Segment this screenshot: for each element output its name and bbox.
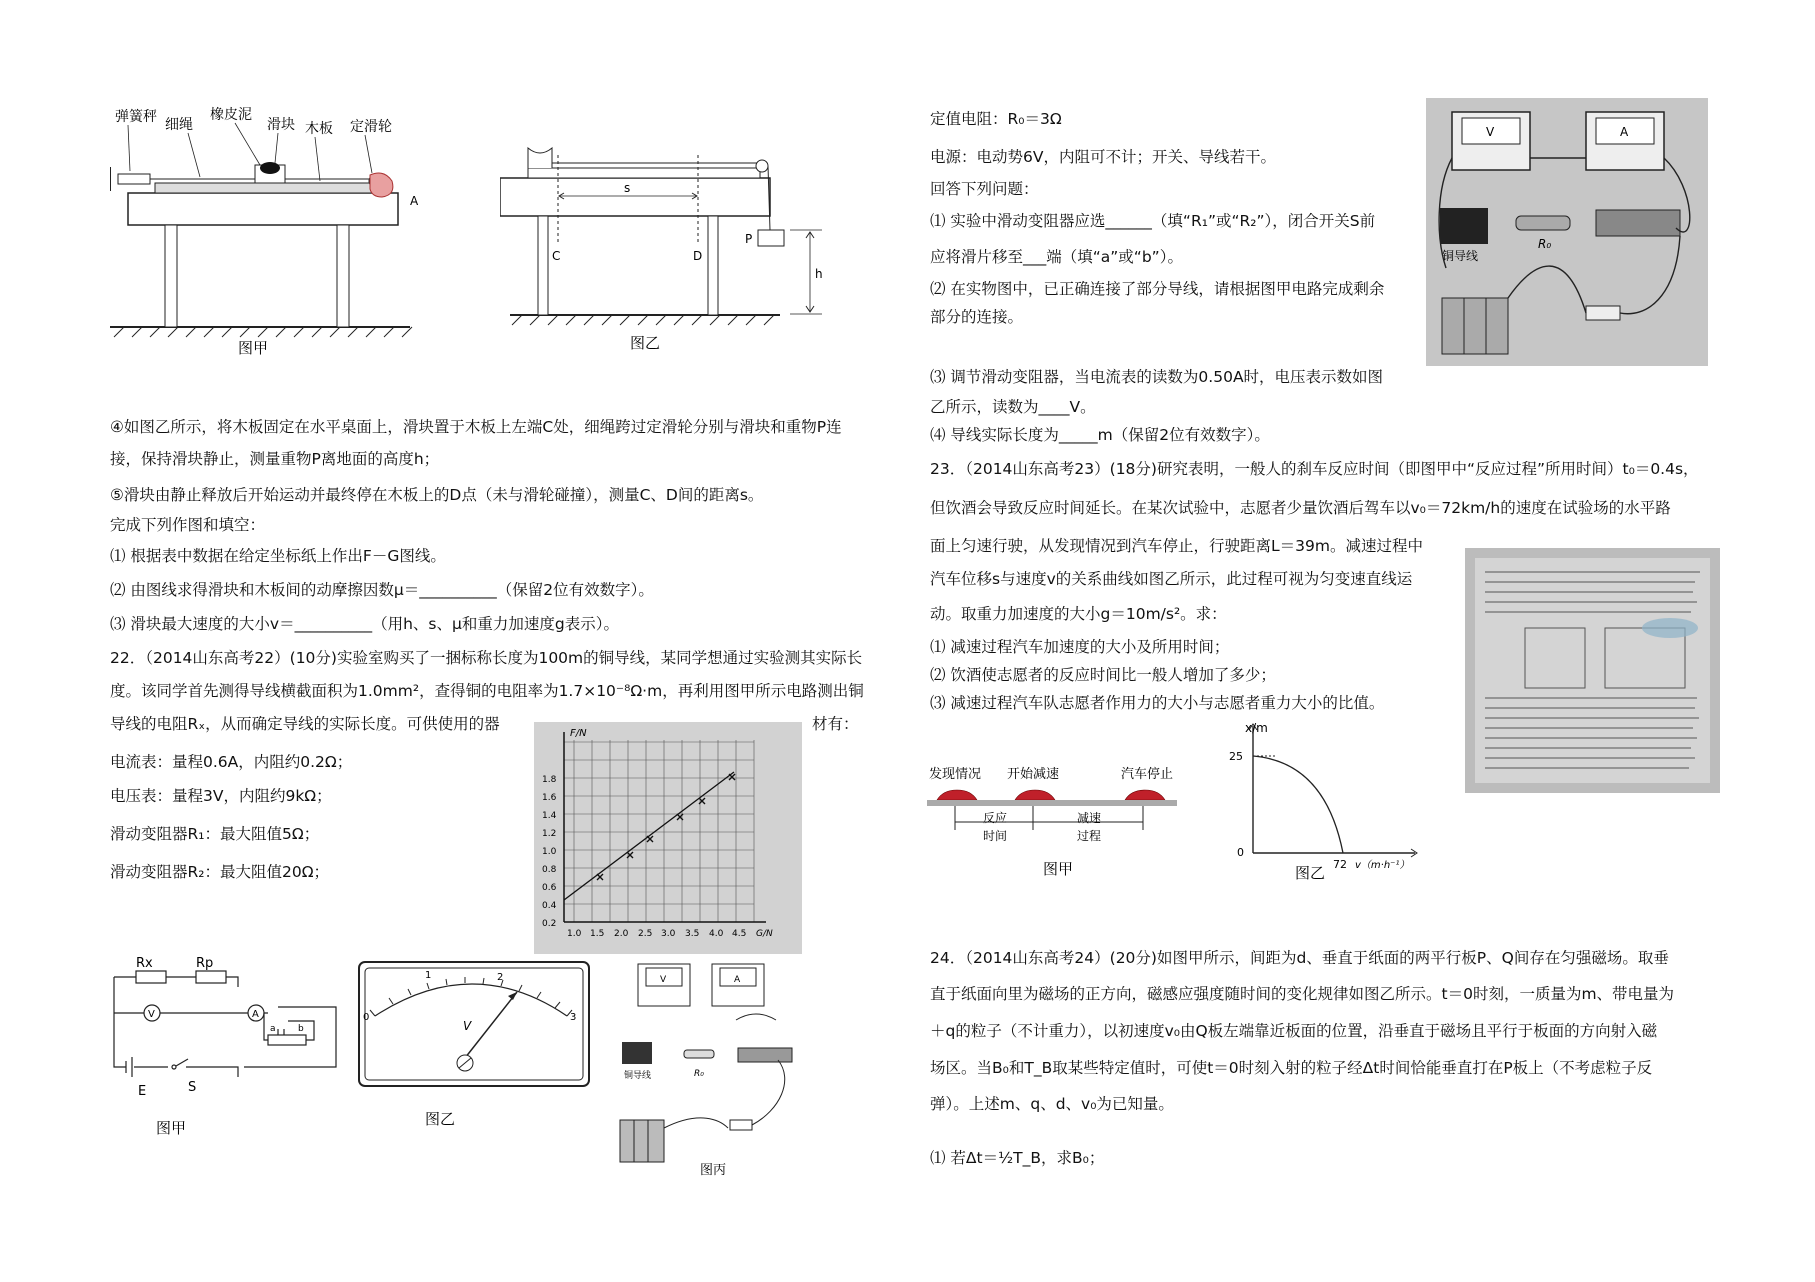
graph-ytick-6: 1.4 bbox=[542, 811, 557, 821]
car-label-time: 时间 bbox=[983, 829, 1008, 843]
answer-intro: 回答下列问题： bbox=[930, 180, 1039, 198]
q22-2-line2: 部分的连接。 bbox=[930, 308, 1024, 326]
meter-tick-1: 1 bbox=[425, 970, 432, 981]
car-label-process: 过程 bbox=[1077, 829, 1102, 843]
sv-origin: 0 bbox=[1237, 846, 1244, 859]
sv-x0: 72 bbox=[1333, 858, 1347, 871]
graph-ytick-3: 0.8 bbox=[542, 865, 557, 875]
graph-ylabel: F/N bbox=[570, 728, 587, 739]
meter-tick-0: 0 bbox=[363, 1012, 370, 1023]
graph-xtick-4: 3.0 bbox=[661, 929, 676, 939]
car-process-figure bbox=[925, 760, 1185, 885]
sv-y0: 25 bbox=[1229, 750, 1243, 763]
circuit-label-a: A bbox=[252, 1009, 259, 1020]
graph-ytick-5: 1.2 bbox=[542, 829, 557, 839]
graph-ytick-8: 1.8 bbox=[542, 775, 557, 785]
graph-ytick-7: 1.6 bbox=[542, 793, 557, 803]
voltmeter-dial bbox=[355, 958, 595, 1138]
graph-xlabel: G/N bbox=[756, 929, 773, 939]
problem-22-line1: 22．（2014山东高考22）(10分)实验室购买了一捆标称长度为100m的铜导线，某同学想通过实验测其实际长 bbox=[110, 649, 863, 667]
graph-xtick-2: 2.0 bbox=[614, 929, 629, 939]
q22-1-line2: 应将滑片移至___端（填“a”或“b”）。 bbox=[930, 248, 1183, 266]
graph-ytick-2: 0.6 bbox=[542, 883, 557, 893]
label-rope: 细绳 bbox=[165, 117, 193, 133]
caption-car: 图甲 bbox=[1043, 860, 1074, 878]
question-2: ⑵ 由图线求得滑块和木板间的动摩擦因数μ＝__________（保留2位有效数字）。 bbox=[110, 581, 654, 599]
q23-sub1: ⑴ 减速过程汽车加速度的大小及所用时间； bbox=[930, 638, 1230, 656]
question-3: ⑶ 滑块最大速度的大小v＝__________（用h、s、μ和重力加速度g表示）。 bbox=[110, 615, 619, 633]
circuit-label-slider-b: b bbox=[298, 1024, 304, 1034]
meter-unit: V bbox=[463, 1019, 472, 1033]
meter-tick-3: 3 bbox=[570, 1012, 577, 1023]
photo-label-v: V bbox=[1486, 125, 1495, 139]
problem-22-line3-tail: 材有： bbox=[812, 715, 859, 733]
circuit-label-s: S bbox=[188, 1080, 197, 1095]
label-pulley: 定滑轮 bbox=[350, 119, 392, 135]
label-s: s bbox=[624, 181, 631, 195]
photo-label-r0: R₀ bbox=[1538, 237, 1552, 251]
circuit-label-rx: Rx bbox=[136, 956, 153, 971]
problem-24-line2: 直于纸面向里为磁场的正方向，磁感应强度随时间的变化规律如图乙所示。t＝0时刻，一质量为m、带电量为 bbox=[930, 985, 1675, 1003]
q22-3-line2: 乙所示，读数为____V。 bbox=[930, 398, 1096, 416]
graph-xtick-3: 2.5 bbox=[638, 929, 653, 939]
q22-2-line1: ⑵ 在实物图中，已正确连接了部分导线，请根据图甲电路完成剩余 bbox=[930, 280, 1385, 298]
problem-22-line2: 度。该同学首先测得导线横截面积为1.0mm²，查得铜的电阻率为1.7×10⁻⁸Ω·m，再利用图甲所示电路测出铜 bbox=[110, 682, 864, 700]
step-4-text-cont: 接，保持滑块静止，测量重物P离地面的高度h； bbox=[110, 450, 440, 468]
problem-23-line4: 汽车位移s与速度v的关系曲线如图乙所示，此过程可视为匀变速直线运 bbox=[930, 570, 1413, 588]
circuit-label-slider-a: a bbox=[270, 1024, 276, 1034]
caption-sv: 图乙 bbox=[1295, 864, 1326, 882]
equipment-ammeter: 电流表：量程0.6A，内阻约0.2Ω； bbox=[110, 753, 353, 771]
instruction-text: 完成下列作图和填空： bbox=[110, 516, 266, 534]
r0-text: 定值电阻：R₀＝3Ω bbox=[930, 110, 1062, 128]
s-v-curve bbox=[1215, 718, 1430, 888]
graph-ytick-0: 0.2 bbox=[542, 919, 557, 929]
step-5-text: ⑤滑块由静止释放后开始运动并最终停在木板上的D点（未与滑轮碰撞），测量C、D间的距离s。 bbox=[110, 486, 764, 504]
label-c: C bbox=[552, 249, 561, 263]
caption-circuit: 图甲 bbox=[156, 1119, 187, 1137]
car-label-decel: 减速 bbox=[1077, 811, 1102, 825]
source-text: 电源：电动势6V，内阻可不计；开关、导线若干。 bbox=[930, 148, 1276, 166]
problem-23-line2: 但饮酒会导致反应时间延长。在某次试验中，志愿者少量饮酒后驾车以v₀＝72km/h的速度在试验场的水平路 bbox=[930, 499, 1671, 517]
graph-ytick-4: 1.0 bbox=[542, 847, 557, 857]
f-g-graph bbox=[534, 722, 802, 954]
car-label-reaction: 反应 bbox=[983, 811, 1008, 825]
label-spring-scale: 弹簧秤 bbox=[115, 109, 157, 125]
physical-wiring-figure bbox=[610, 960, 830, 1180]
circuit-label-v: V bbox=[148, 1009, 155, 1020]
bing-label-v: V bbox=[660, 975, 667, 985]
graph-xtick-7: 4.5 bbox=[732, 929, 747, 939]
car-label-decel-start: 开始减速 bbox=[1007, 767, 1060, 782]
q23-sub2: ⑵ 饮酒使志愿者的反应时间比一般人增加了多少； bbox=[930, 666, 1276, 684]
meter-tick-2: 2 bbox=[497, 972, 504, 983]
wiring-photo bbox=[1426, 98, 1708, 366]
question-1: ⑴ 根据表中数据在给定坐标纸上作出F－G图线。 bbox=[110, 547, 446, 565]
circuit-label-e: E bbox=[138, 1084, 147, 1099]
label-p: P bbox=[745, 232, 753, 246]
equipment-r1: 滑动变阻器R₁：最大阻值5Ω； bbox=[110, 825, 320, 843]
caption-fig-jia: 图甲 bbox=[238, 339, 269, 355]
bing-label-wire: 铜导线 bbox=[624, 1071, 652, 1081]
photo-label-wire: 铜导线 bbox=[1442, 249, 1479, 263]
label-slider: 滑块 bbox=[267, 117, 295, 133]
problem-23-line1: 23．（2014山东高考23）(18分)研究表明，一般人的刹车反应时间（即图甲中“反应过程”所用时间）t₀＝0.4s， bbox=[930, 460, 1699, 478]
graph-xtick-1: 1.5 bbox=[590, 929, 605, 939]
problem-24-line4: 场区。当B₀和T_B取某些特定值时，可使t＝0时刻入射的粒子经Δt时间恰能垂直打在P板上（不考虑粒子反 bbox=[930, 1059, 1653, 1077]
problem-24-line1: 24．（2014山东高考24）(20分)如图甲所示，间距为d、垂直于纸面的两平行板P、Q间存在匀强磁场。取垂 bbox=[930, 949, 1669, 967]
sv-xlabel: v（m·h⁻¹） bbox=[1355, 860, 1410, 871]
graph-ytick-1: 0.4 bbox=[542, 901, 557, 911]
circuit-diagram bbox=[108, 955, 348, 1145]
circuit-label-rp: Rp bbox=[196, 956, 214, 971]
problem-24-q1: ⑴ 若Δt＝½T_B，求B₀； bbox=[930, 1149, 1105, 1167]
label-a: A bbox=[410, 194, 419, 208]
caption-meter: 图乙 bbox=[425, 1110, 456, 1128]
graph-xtick-6: 4.0 bbox=[709, 929, 724, 939]
graph-xtick-0: 1.0 bbox=[567, 929, 582, 939]
sv-ylabel: x/m bbox=[1245, 721, 1268, 735]
car-label-notice: 发现情况 bbox=[929, 767, 982, 782]
q22-3-line1: ⑶ 调节滑动变阻器，当电流表的读数为0.50A时，电压表示数如图 bbox=[930, 368, 1384, 386]
problem-24-line5: 弹）。上述m、q、d、v₀为已知量。 bbox=[930, 1095, 1174, 1113]
q22-1-line1: ⑴ 实验中滑动变阻器应选______（填“R₁”或“R₂”），闭合开关S前 bbox=[930, 212, 1376, 230]
problem-23-line5: 动。取重力加速度的大小g＝10m/s²。求： bbox=[930, 605, 1227, 623]
scanned-page-photo bbox=[1465, 548, 1720, 793]
caption-bing: 图丙 bbox=[700, 1163, 727, 1178]
q23-sub3: ⑶ 减速过程汽车队志愿者作用力的大小与志愿者重力大小的比值。 bbox=[930, 694, 1385, 712]
release-setup-figure bbox=[500, 100, 860, 355]
caption-fig-yi: 图乙 bbox=[630, 334, 661, 352]
label-d: D bbox=[693, 249, 703, 263]
equipment-r2: 滑动变阻器R₂：最大阻值20Ω； bbox=[110, 863, 330, 881]
problem-23-line3: 面上匀速行驶，从发现情况到汽车停止，行驶距离L＝39m。减速过程中 bbox=[930, 537, 1423, 555]
friction-apparatus-figure bbox=[110, 105, 440, 355]
label-board: 木板 bbox=[305, 121, 333, 137]
equipment-voltmeter: 电压表：量程3V，内阻约9kΩ； bbox=[110, 787, 332, 805]
bing-label-a: A bbox=[734, 975, 741, 985]
step-4-text: ④如图乙所示，将木板固定在水平桌面上，滑块置于木板上左端C处，细绳跨过定滑轮分别与滑块和重物P连 bbox=[110, 418, 842, 436]
photo-label-a: A bbox=[1620, 125, 1629, 139]
problem-24-line3: ＋q的粒子（不计重力），以初速度v₀由Q板左端靠近板面的位置，沿垂直于磁场且平行于板面的方向射入磁 bbox=[930, 1022, 1658, 1040]
bing-label-r0: R₀ bbox=[694, 1069, 704, 1079]
graph-xtick-5: 3.5 bbox=[685, 929, 700, 939]
car-label-stop: 汽车停止 bbox=[1121, 767, 1174, 782]
q22-4: ⑷ 导线实际长度为_____m（保留2位有效数字）。 bbox=[930, 426, 1270, 444]
label-putty: 橡皮泥 bbox=[210, 107, 252, 123]
label-h: h bbox=[815, 267, 823, 281]
problem-22-line3: 导线的电阻Rₓ，从而确定导线的实际长度。可供使用的器 bbox=[110, 715, 500, 733]
